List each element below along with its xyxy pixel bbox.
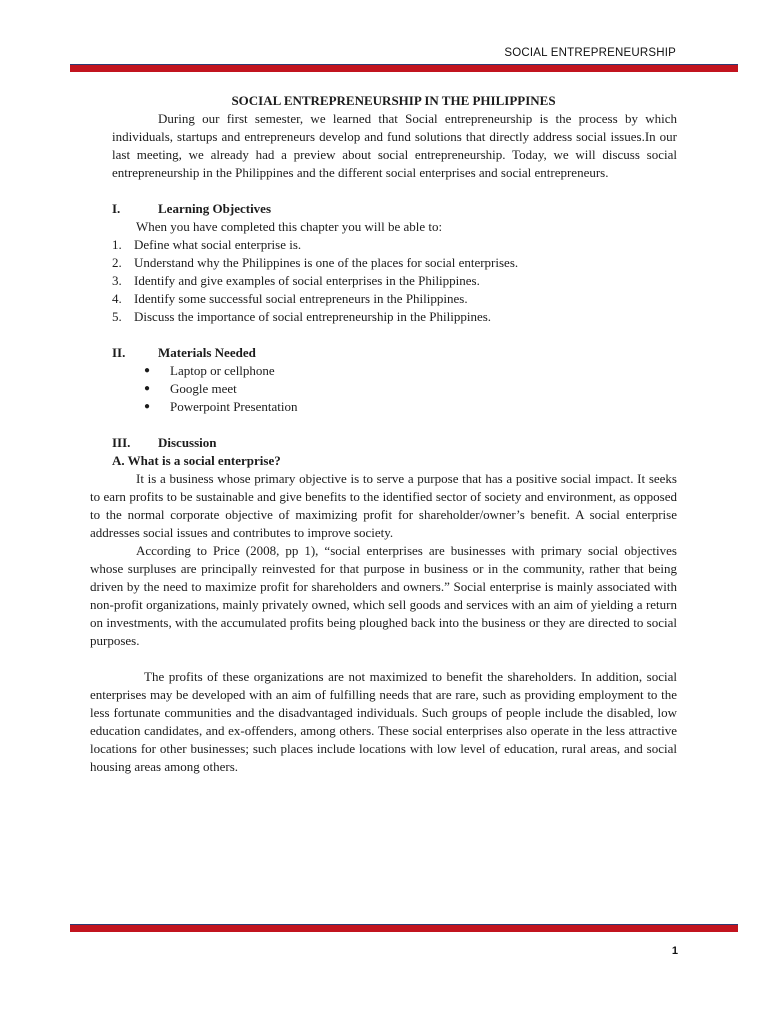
list-item: 3. Identify and give examples of social enterprises in the Philippines. <box>112 273 480 288</box>
intro-block <box>90 110 677 470</box>
list-item: 4. Identify some successful social entrepreneurs in the Philippines. <box>112 291 468 306</box>
subheading-what-is-social-enterprise: A. What is a social enterprise? <box>112 453 281 468</box>
intro-paragraph: During our first semester, we learned that Social entrepreneurship is the process by which individuals, startups and entrepreneurs develop and fund solutions that directly address social issues.In our last meeting, we already had a preview about social entrepreneurship. Today, we will discuss social entrepreneurship in the Philippines and the different social enterprises and social entrepreneurs. <box>112 111 677 180</box>
discussion-paragraph: The profits of these organizations are not maximized to benefit the shareholders. In addition, social enterprises may be developed with an aim of fulfilling needs that are rare, such as providing employment to the less fortunate communities and the disadvantaged individuals. Such groups of people include the disabled, low education candidates, and ex-offenders, among others. These social enterprises also operate in the less attractive locations for other businesses; such places include locations with low level of education, rural areas, and social housing areas among others. <box>90 669 677 774</box>
list-item: ● Google meet <box>144 381 237 396</box>
section-title: Learning Objectives <box>158 201 272 216</box>
page-body <box>90 92 677 776</box>
discussion-paragraph: According to Price (2008, pp 1), “social enterprises are businesses with primary social objectives whose surpluses are principally reinvested for that purpose in business or in the community, rather that being driven by the need to maximize profit for shareholders and owners.” Social enterprise is mainly associated with non-profit organizations, mainly privately owned, which sell goods and services with an aim of yielding a return on investments, with the accumulated profits being ploughed back into the business or they are directed to social purposes. <box>90 543 677 648</box>
materials-list <box>112 362 677 416</box>
section-number: I. <box>112 201 121 216</box>
footer-rule <box>70 924 738 932</box>
section-number: II. <box>112 345 126 360</box>
bullet-icon: ● <box>144 401 151 412</box>
list-item: 2. Understand why the Philippines is one of the places for social enterprises. <box>112 255 519 270</box>
running-header: SOCIAL ENTREPRENEURSHIP <box>504 47 676 59</box>
section-heading-materials <box>112 344 677 362</box>
objectives-lead: When you have completed this chapter you will be able to: <box>136 219 443 234</box>
bullet-icon: ● <box>144 365 151 376</box>
bullet-icon: ● <box>144 383 151 394</box>
list-item: ● Laptop or cellphone <box>144 363 275 378</box>
discussion-paragraph: It is a business whose primary objective is to serve a purpose that has a positive social impact. It seeks to earn profits to be sustainable and give benefits to the identified sector of society and environment, as opposed to the normal corporate objective of maximizing profit for shareholder/owner’s benefit. A social enterprise addresses social issues and contributes to improve society. <box>90 471 677 540</box>
section-number: III. <box>112 435 131 450</box>
header-rule <box>70 64 738 72</box>
section-title: Discussion <box>158 435 217 450</box>
objectives-body <box>112 218 677 236</box>
list-item: 5. Discuss the importance of social entrepreneurship in the Philippines. <box>112 309 492 324</box>
section-heading-objectives <box>112 200 677 218</box>
section-heading-discussion <box>112 434 677 452</box>
page-number: 1 <box>671 945 678 957</box>
list-item: 1. Define what social enterprise is. <box>112 237 302 252</box>
objectives-list <box>112 236 677 326</box>
list-item: ● Powerpoint Presentation <box>144 399 298 414</box>
section-title: Materials Needed <box>158 345 256 360</box>
document-title: SOCIAL ENTREPRENEURSHIP IN THE PHILIPPINES <box>231 93 556 108</box>
